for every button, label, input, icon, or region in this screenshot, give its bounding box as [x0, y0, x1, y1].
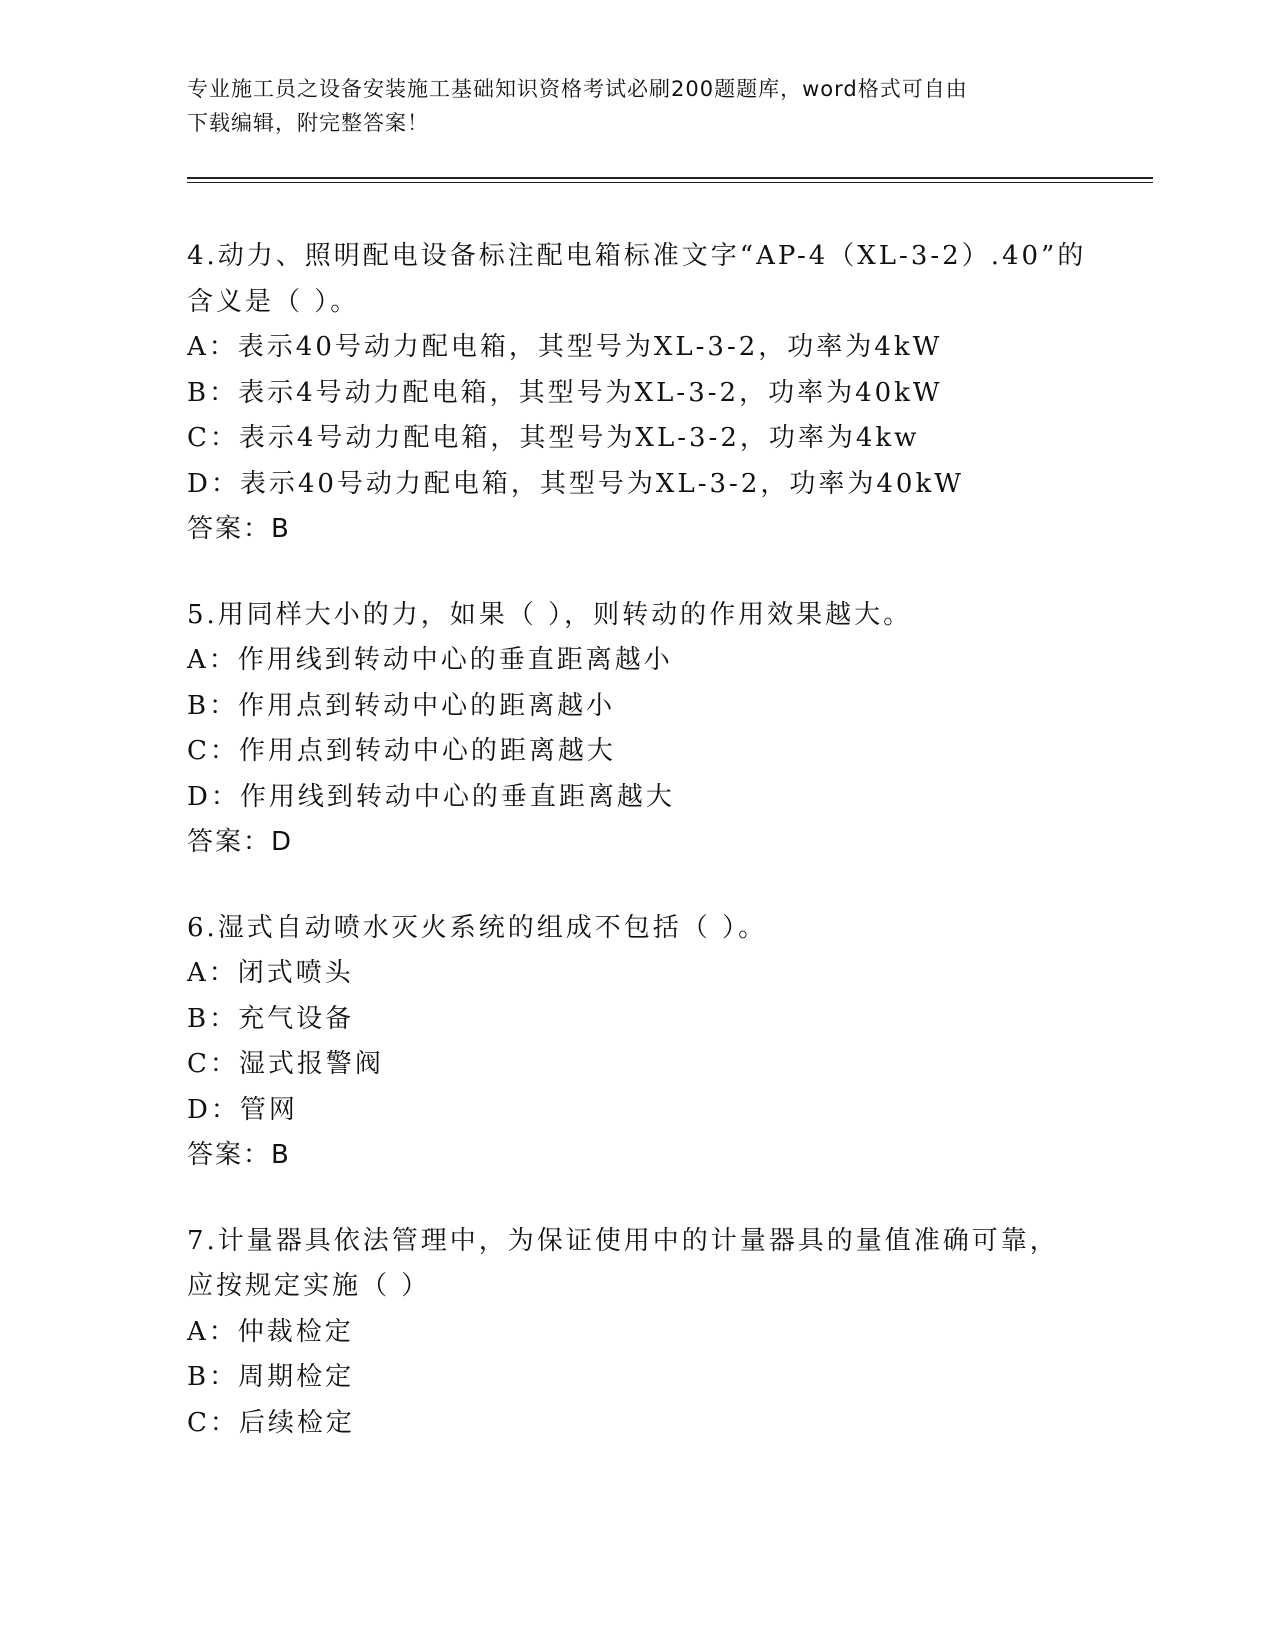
header-line-1: 专业施工员之设备安装施工基础知识资格考试必刷200题题库，word格式可自由 [187, 77, 968, 101]
option-c: C：后续检定 [187, 1407, 355, 1438]
option-a: A：表示40号动力配电箱，其型号为XL-3-2，功率为4kW [187, 332, 943, 362]
question-4 [187, 234, 1087, 553]
question-stem: 4.动力、照明配电设备标注配电箱标准文字“AP-4（XL-3-2）.40”的 [187, 241, 1087, 271]
answer-label: 答案：B [187, 514, 291, 544]
option-b: B：作用点到转动中心的距离越小 [187, 690, 616, 721]
option-d: D：管网 [187, 1094, 298, 1125]
question-7 [187, 1219, 1087, 1447]
question-6 [187, 906, 1087, 1179]
question-stem-continued: 应按规定实施（ ） [187, 1271, 431, 1301]
option-b: B：表示4号动力配电箱，其型号为XL-3-2，功率为40kW [187, 377, 943, 408]
option-d: D：表示40号动力配电箱，其型号为XL-3-2，功率为40kW [187, 468, 964, 499]
question-stem: 5.用同样大小的力，如果（ ），则转动的作用效果越大。 [187, 599, 913, 630]
option-c: C：作用点到转动中心的距离越大 [187, 736, 616, 766]
document-header [187, 72, 1067, 140]
question-stem: 7.计量器具依法管理中，为保证使用中的计量器具的量值准确可靠， [187, 1225, 1059, 1256]
answer-label: 答案：D [187, 827, 294, 857]
option-c: C：湿式报警阀 [187, 1049, 384, 1079]
option-d: D：作用线到转动中心的垂直距离越大 [187, 781, 675, 812]
question-stem-continued: 含义是（ ）。 [187, 286, 360, 317]
header-divider-thick [187, 177, 1153, 179]
question-5 [187, 593, 1087, 866]
question-list [187, 234, 1087, 1486]
option-b: B：充气设备 [187, 1003, 355, 1034]
header-line-2: 下载编辑，附完整答案！ [187, 111, 429, 135]
answer-label: 答案：B [187, 1140, 291, 1170]
option-a: A：仲裁检定 [187, 1316, 354, 1347]
option-a: A：闭式喷头 [187, 958, 354, 988]
question-stem: 6.湿式自动喷水灭火系统的组成不包括（ ）。 [187, 912, 768, 943]
option-a: A：作用线到转动中心的垂直距离越小 [187, 645, 673, 675]
option-c: C：表示4号动力配电箱，其型号为XL-3-2，功率为4kw [187, 423, 920, 453]
header-divider-thin [187, 182, 1153, 183]
option-b: B：周期检定 [187, 1362, 355, 1392]
